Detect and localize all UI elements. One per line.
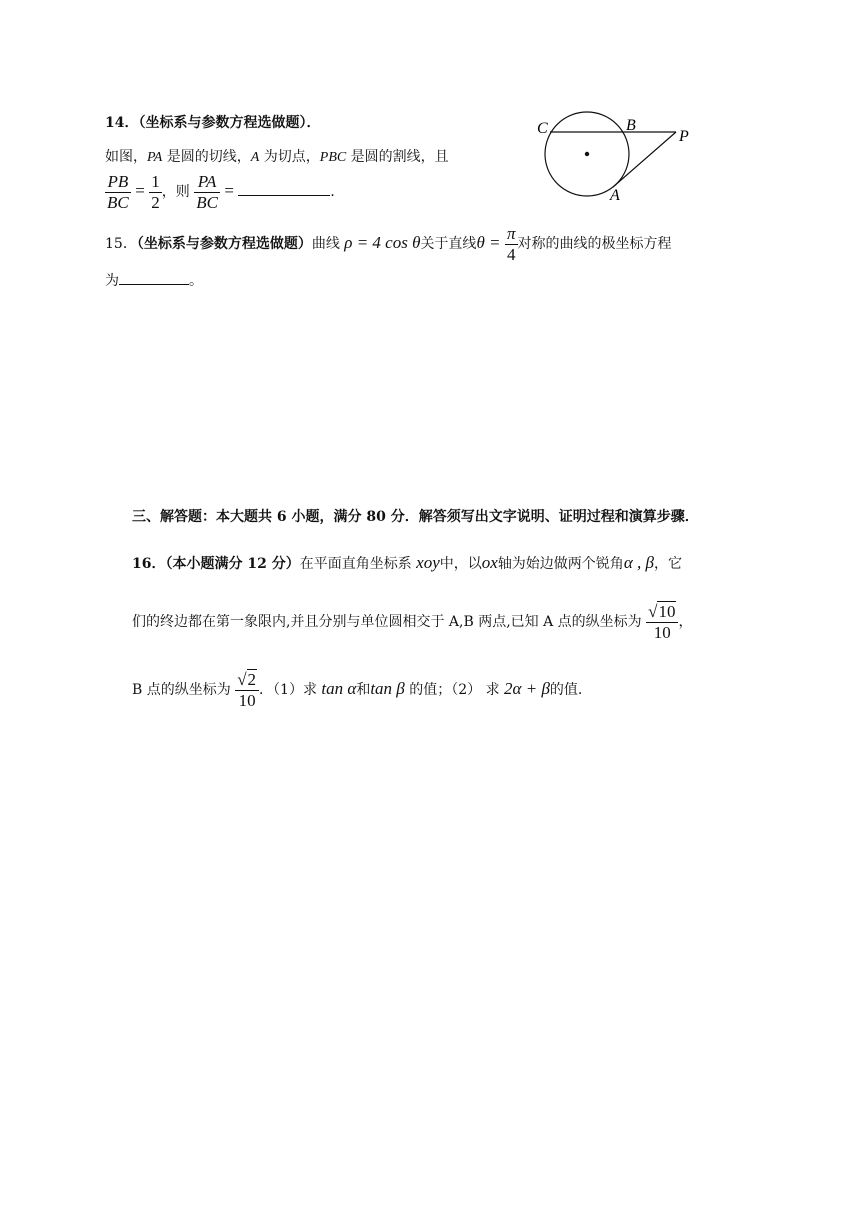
q16-title: （本小题满分 12 分） bbox=[165, 556, 300, 572]
q14-line1 bbox=[105, 112, 320, 132]
q15-answer-blank[interactable] bbox=[119, 283, 189, 285]
q16-xoy: xoy bbox=[416, 553, 440, 572]
q15-text-c: 对称的曲线的极坐标方程 bbox=[517, 236, 672, 253]
q16-and: 和 bbox=[356, 682, 371, 699]
q16-ox: ox bbox=[481, 553, 498, 572]
q15-wei: 为 bbox=[105, 273, 119, 289]
q16-expression: 2α + β bbox=[504, 679, 550, 699]
q15-line1 bbox=[105, 224, 672, 264]
q14-answer-blank[interactable] bbox=[238, 194, 330, 196]
q14-end: ． bbox=[330, 184, 345, 201]
q14-circle-figure bbox=[530, 110, 710, 206]
q16-line2-end: ， bbox=[678, 614, 693, 631]
q16-text-line3-d: 的值. bbox=[549, 682, 583, 699]
q14-line3 bbox=[105, 172, 344, 212]
q16-sqrt2-over-10: $\frac{√2}{10}$ bbox=[235, 670, 259, 710]
q14-equals: = bbox=[135, 181, 145, 201]
q15-text-a: 曲线 bbox=[311, 236, 340, 253]
q16-text-c: 轴为始边做两个锐角 bbox=[497, 556, 624, 572]
q16-line2 bbox=[132, 602, 692, 642]
q14-then: ，则 bbox=[161, 184, 190, 201]
q16-text-line3-a: B 点的纵坐标为 bbox=[132, 682, 231, 699]
q16-text-b: 中，以 bbox=[439, 556, 482, 572]
q14-number: 14． bbox=[105, 115, 139, 131]
q14-fraction-pa-bc: $\frac{PA}{BC}$ bbox=[196, 172, 218, 212]
q15-text-b: 关于直线 bbox=[420, 236, 477, 253]
q14-fraction-pb-bc: $\frac{PB}{BC}$ bbox=[107, 172, 129, 212]
q16-text-d: ，它 bbox=[653, 556, 682, 572]
figure-label-a: A bbox=[610, 187, 620, 204]
q16-line1 bbox=[132, 553, 682, 573]
q16-line3 bbox=[132, 670, 582, 710]
figure-label-b: B bbox=[626, 117, 636, 134]
q14-line2 bbox=[105, 146, 449, 166]
q16-tan-beta: tan β bbox=[370, 679, 405, 699]
q14-equals-2: = bbox=[224, 181, 234, 201]
q16-text-line3-b: ．（1）求 bbox=[259, 682, 317, 699]
figure-tangent-line bbox=[613, 132, 676, 187]
figure-center-dot bbox=[585, 152, 589, 156]
q15-curve-equation: ρ = 4 cos θ bbox=[344, 233, 421, 253]
q15-number: 15． bbox=[105, 236, 137, 253]
q14-fraction-half: $\frac{1}{2}$ bbox=[151, 172, 160, 212]
q14-pbc: PBC bbox=[319, 150, 347, 165]
q16-text-a: 在平面直角坐标系 bbox=[299, 556, 412, 572]
figure-label-p: P bbox=[679, 128, 689, 145]
q14-a: A bbox=[250, 150, 260, 165]
q14-text-a: 如图， bbox=[105, 149, 147, 165]
q15-line2 bbox=[105, 270, 203, 290]
q16-sqrt10-over-10: $\frac{√10}{10}$ bbox=[646, 602, 678, 642]
q14-text-b: 是圆的切线， bbox=[162, 149, 251, 165]
q16-text-line2: 们的终边都在第一象限内,并且分别与单位圆相交于 A,B 两点,已知 A 点的纵坐标为 bbox=[132, 614, 642, 631]
q14-title-end: ． bbox=[306, 115, 321, 131]
q16-tan-alpha: tan α bbox=[321, 679, 357, 699]
q14-title: （坐标系与参数方程选做题） bbox=[138, 115, 307, 131]
q16-alpha-beta: α , β bbox=[623, 553, 654, 572]
q16-text-line3-c: 的值；（2） 求 bbox=[404, 682, 500, 699]
q15-pi-over-4: $\frac{\pi}{4}$ bbox=[506, 224, 516, 264]
section-3-heading: 三、解答题：本大题共 6 小题，满分 80 分．解答须写出文字说明、证明过程和演算步骤． bbox=[132, 509, 699, 525]
q16-number: 16． bbox=[132, 556, 166, 572]
q15-theta: θ = bbox=[476, 233, 501, 253]
q15-end: 。 bbox=[189, 273, 203, 289]
q14-text-d: 是圆的割线，且 bbox=[346, 149, 449, 165]
q14-text-c: 为切点， bbox=[259, 149, 320, 165]
figure-label-c: C bbox=[537, 120, 548, 137]
q14-pa: PA bbox=[147, 150, 163, 165]
q15-title: （坐标系与参数方程选做题） bbox=[136, 236, 312, 253]
